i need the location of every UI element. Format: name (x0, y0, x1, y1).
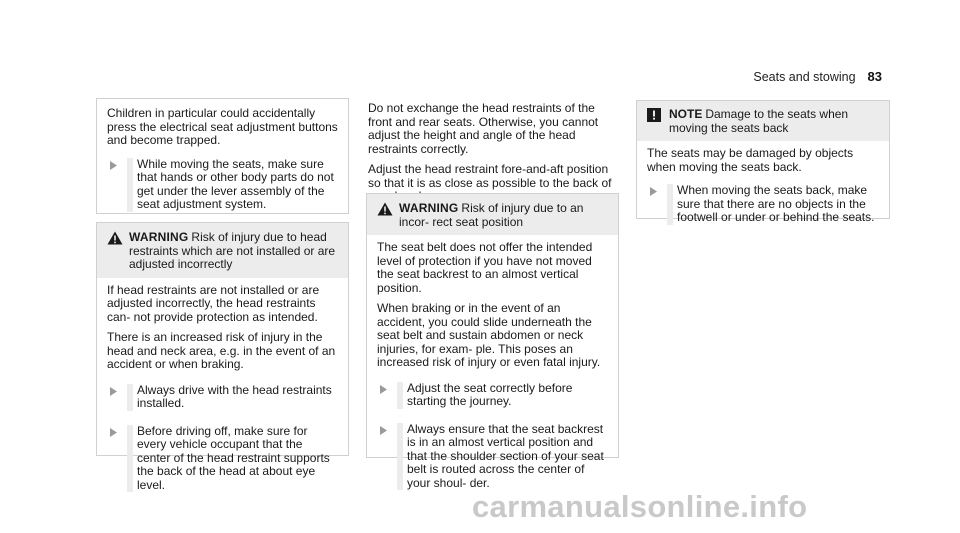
bullet-arrow-icon (380, 426, 389, 435)
warning-title: Risk of injury due to an incor- rect seat position (399, 201, 584, 229)
bullet-item (377, 382, 608, 409)
warning-triangle-icon (107, 231, 129, 249)
seat-damage-note-box (636, 100, 890, 224)
note-label: NOTE (669, 107, 703, 121)
exclamation-icon (647, 108, 669, 126)
body-paragraph: Adjust the head restraint fore-and-aft position so that it is as close as possible to the back of (368, 162, 612, 190)
head-restraint-warning-box (96, 222, 349, 492)
note-header (637, 101, 889, 141)
bullet-item (377, 423, 608, 491)
seat-position-warning-box (366, 193, 619, 490)
bullet-item (107, 425, 338, 493)
warning-header (97, 223, 348, 278)
bullet-item (107, 384, 338, 411)
warning-label: WARNING (129, 230, 189, 244)
page-number: 83 (867, 69, 882, 84)
bullet-item (647, 184, 879, 225)
bullet-text: Always ensure that the seat backrest is in an almost vertical position and that the shoulder section of your seat belt is routed across the center of your shoul- der. (407, 421, 604, 490)
watermark: carmanualsonline.info (472, 489, 808, 524)
warning-triangle-icon (377, 202, 399, 220)
bullet-text: Always drive with the head restraints installed. (137, 382, 332, 410)
warning-paragraph: There is an increased risk of injury in the head and neck area, e.g. in the event of an accident or when braking. (107, 330, 336, 371)
body-paragraph: Do not exchange the head restraints of the front and rear seats. Otherwise, you cannot adjust the height and angle of the head restraints correctly. (368, 101, 599, 156)
child-safety-intro: Children in particular could accidentally press the electrical seat adjustment buttons and become trapped. (107, 106, 338, 147)
warning-paragraph: The seat belt does not offer the intended level of protection if you have not moved the seat backrest to an almost vertical position. (377, 240, 593, 295)
warning-header (367, 194, 618, 235)
warning-paragraph: When braking or in the event of an accident, you could slide underneath the seat belt and sustain abdomen or neck injuries, for exam- ple. This poses an increased risk of injury or even fatal injury. (377, 301, 601, 369)
page-header (753, 70, 882, 85)
bullet-arrow-icon (110, 387, 119, 396)
bullet-arrow-icon (110, 428, 119, 437)
warning-label: WARNING (399, 201, 459, 215)
bullet-text: When moving the seats back, make sure that there are no objects in the footwell or under or behind the seats. (677, 183, 875, 224)
bullet-text: While moving the seats, make sure that hands or other body parts do not get under the lever assembly of the seat adjustment system. (137, 156, 334, 211)
bullet-text: Before driving off, make sure for every vehicle occupant that the center of the head restraint supports the back of the head at about eye level. (137, 423, 330, 492)
bullet-arrow-icon (650, 187, 659, 196)
bullet-item (107, 158, 338, 212)
note-title: Damage to the seats when moving the seats back (669, 107, 849, 135)
child-safety-box (96, 98, 349, 214)
bullet-arrow-icon (380, 385, 389, 394)
warning-title: Risk of injury due to head restraints which are not installed or are adjusted incorrectly (129, 230, 336, 271)
bullet-text: Adjust the seat correctly before starting the journey. (407, 380, 573, 408)
note-paragraph: The seats may be damaged by objects when moving the seats back. (647, 146, 854, 174)
bullet-arrow-icon (110, 161, 119, 170)
warning-paragraph: If head restraints are not installed or are adjusted incorrectly, the head restraints can- not provide protection as intended. (107, 282, 320, 324)
section-title: Seats and stowing (753, 70, 856, 84)
